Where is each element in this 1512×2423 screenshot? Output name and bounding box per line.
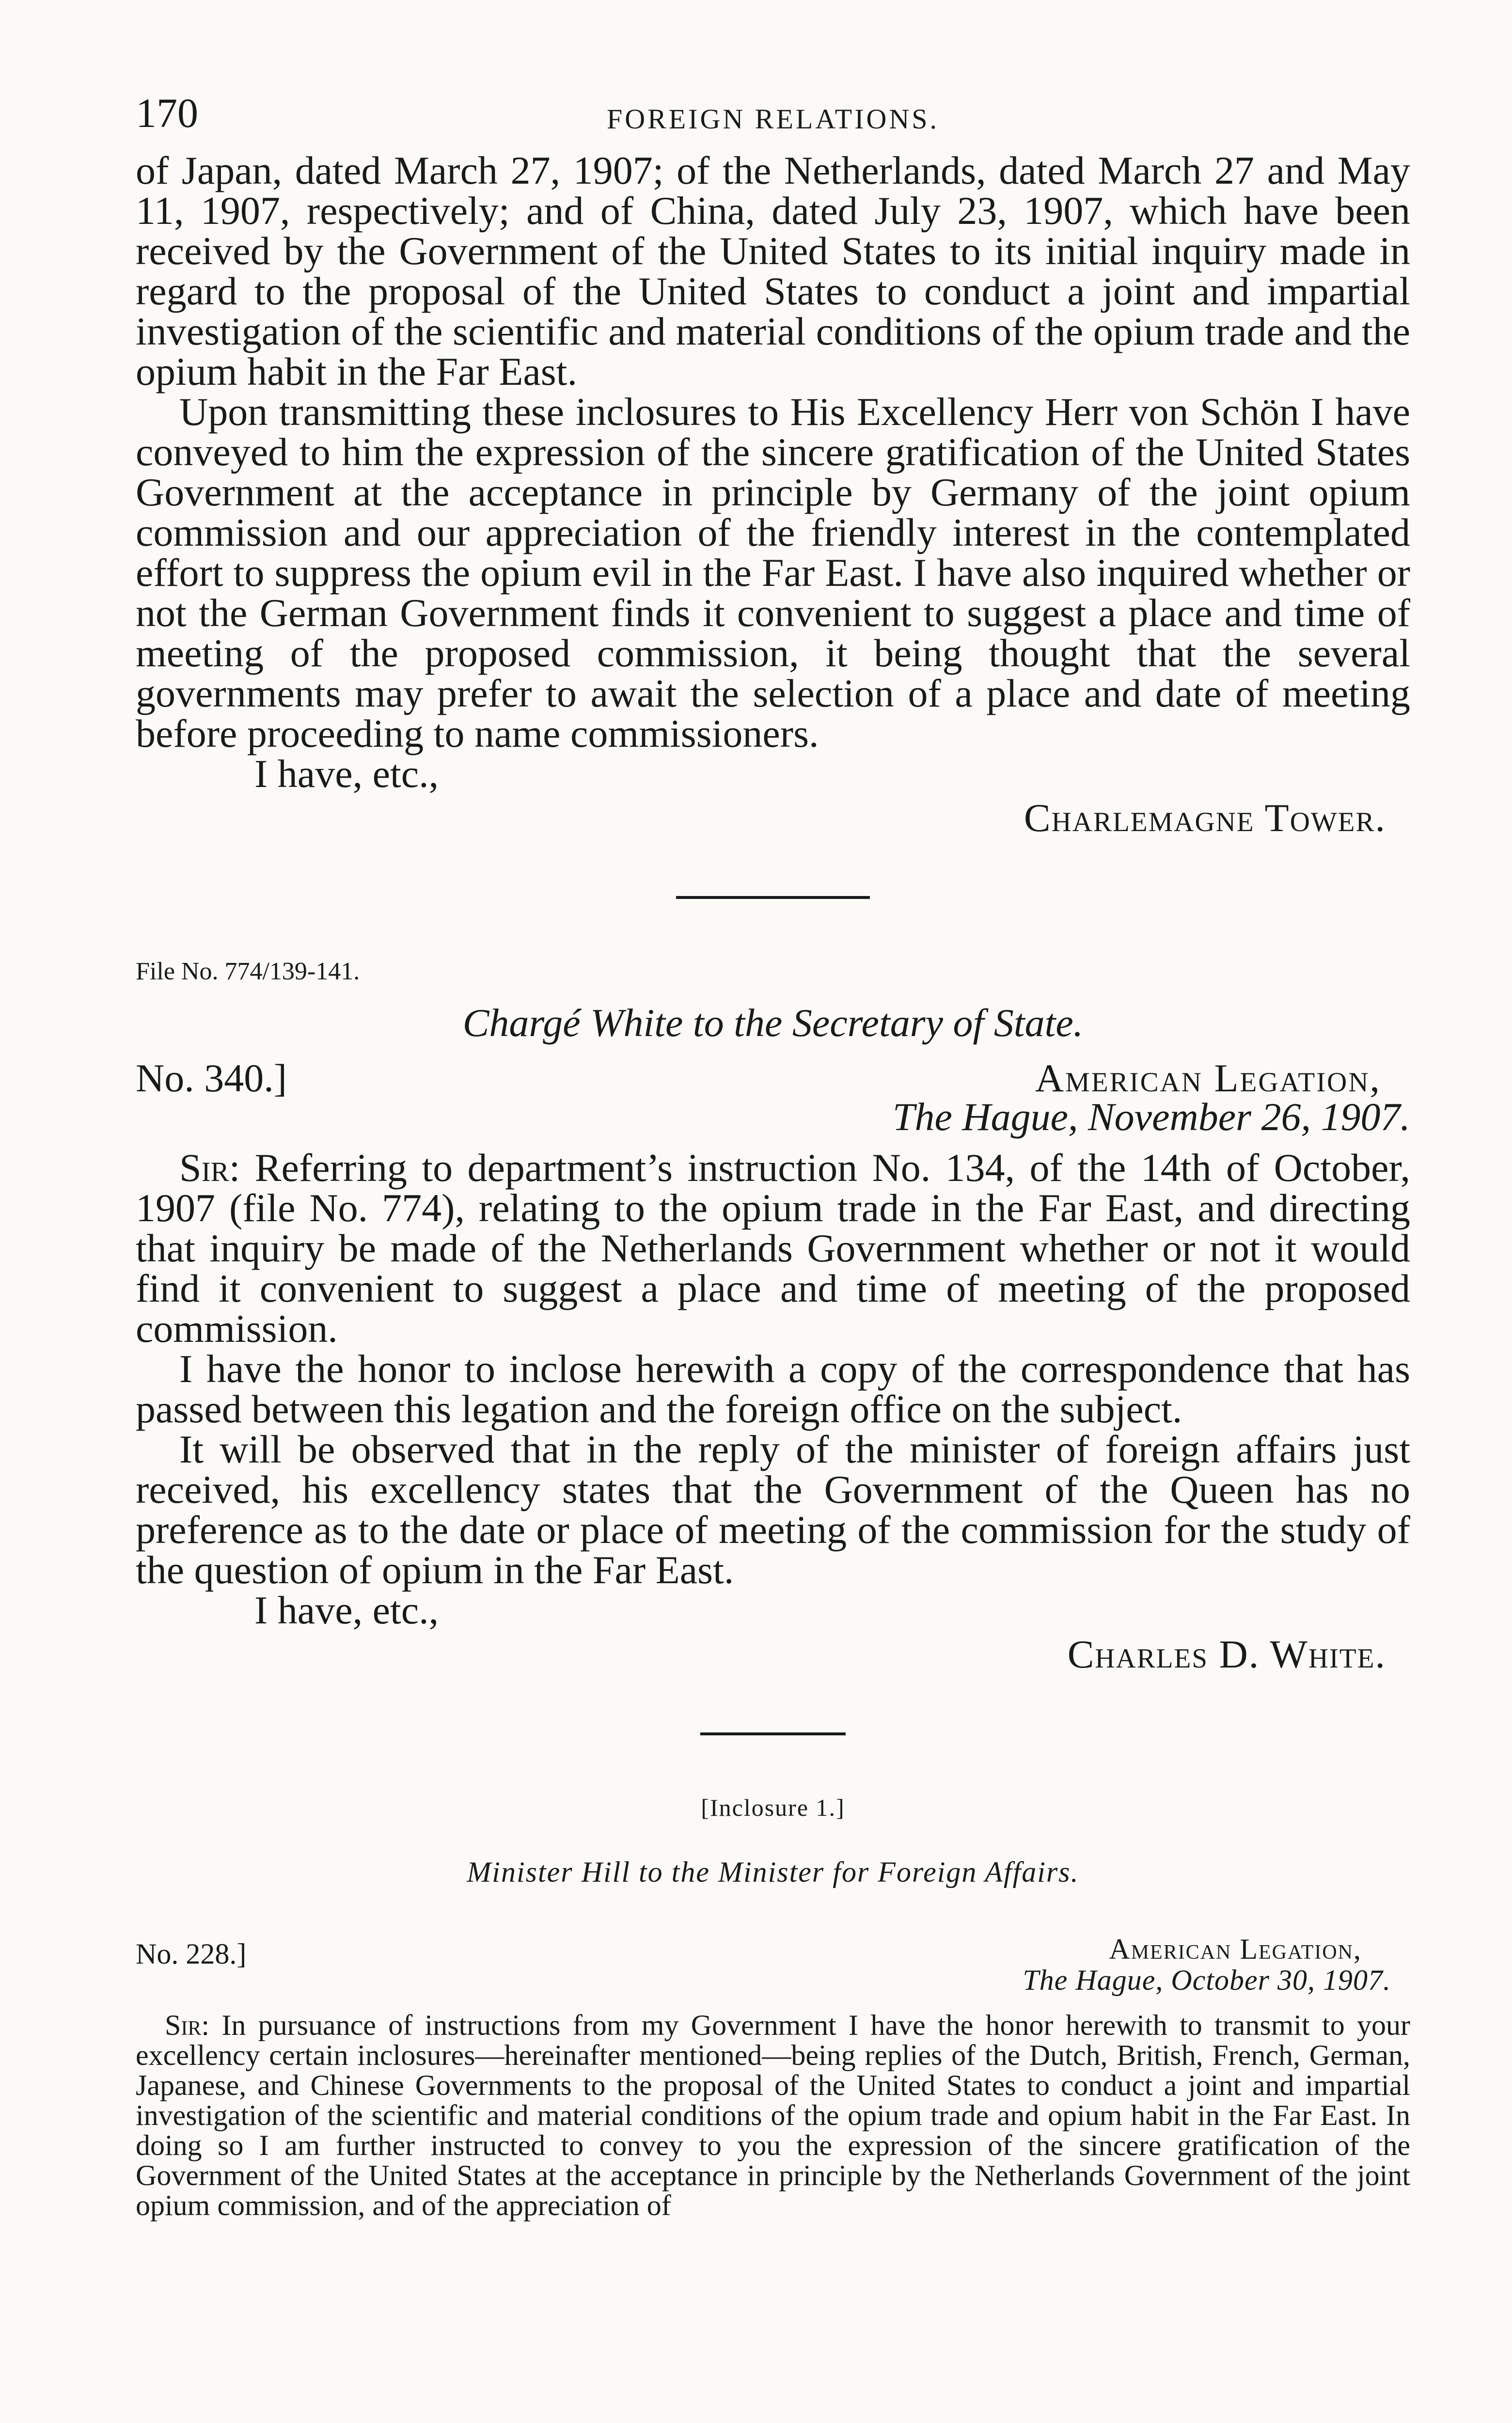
inclosure-title: Minister Hill to the Minister for Foreign Affairs. xyxy=(467,1856,1079,1888)
section-divider xyxy=(700,1732,846,1735)
closing: I have, etc., xyxy=(254,1588,439,1632)
paragraph: Referring to department’s instruction No. 134, of the 14th of October, 1907 (file No. 774), relating to the opium trade in the Far East, and directing that inquiry be made of the Netherlands Government whether or not it would find it convenient to suggest a place and time of meeting of the proposed commission. xyxy=(136,1146,1410,1351)
despatch-number: No. 340.] xyxy=(136,1056,287,1100)
page-header xyxy=(136,92,1410,145)
letter-white xyxy=(136,957,1410,1674)
legation: American Legation, xyxy=(1109,1933,1362,1965)
letter-heading xyxy=(136,1055,1410,1143)
inclosure xyxy=(136,1794,1410,2220)
paragraph: of Japan, dated March 27, 1907; of the Netherlands, dated March 27 and May 11, 1907, respectively; and of China, dated July 23, 1907, which have been received by the Government of the United States to its initial inquiry made in regard to the proposal of the United States to conduct a joint and impartial investigation of the scientific and material conditions of the opium trade and the opium habit in the Far East. xyxy=(136,148,1410,393)
file-number: File No. 774/139-141. xyxy=(136,958,360,985)
paragraph: Upon transmitting these inclosures to His Excellency Herr von Schön I have conveyed to him the expression of the sincere gratification of the United States Government at the acceptance in principle by Germany of the joint opium commission and our appreciation of the friendly interest in the contemplated effort to suppress the opium evil in the Far East. I have also inquired whether or not the German Government finds it convenient to suggest a place and time of meeting of the proposed commission, it being thought that the several governments may prefer to await the selection of a place and date of meeting before proceeding to name commissioners. xyxy=(136,390,1410,755)
legation: American Legation, xyxy=(1035,1056,1381,1100)
letter-title: Chargé White to the Secretary of State. xyxy=(462,1001,1084,1045)
salutation: Sir: xyxy=(165,2009,210,2041)
section-divider xyxy=(676,896,870,899)
place-date: The Hague, November 26, 1907. xyxy=(892,1095,1410,1139)
inclosure-heading xyxy=(136,1933,1410,2000)
paragraph: In pursuance of instructions from my Government I have the honor herewith to transmit to your excellency certain inclosures—hereinafter mentioned—being replies of the Dutch, British, French, German, Japanese, and Chinese Governments to the proposal of the United States to conduct a joint and impartial investigation of the scientific and material conditions of the opium trade and opium habit in the Far East. In doing so I am further instructed to convey to you the expression of the sincere gratification of the Government of the United States at the acceptance in principle by the Netherlands Government of the joint opium commission, and of the appreciation of xyxy=(136,2009,1410,2221)
signature: Charles D. White. xyxy=(1067,1632,1386,1676)
salutation: Sir: xyxy=(179,1146,240,1190)
page-number: 170 xyxy=(136,90,198,136)
paragraph: It will be observed that in the reply of the minister of foreign affairs just received, his excellency states that the Government of the Queen has no preference as to the date or place of meeting of the commission for the study of the question of opium in the Far East. xyxy=(136,1427,1410,1592)
running-title: FOREIGN RELATIONS. xyxy=(606,103,940,135)
inclosure-label: [Inclosure 1.] xyxy=(701,1794,845,1821)
letter-tower xyxy=(136,150,1410,838)
note-number: No. 228.] xyxy=(136,1938,247,1970)
closing: I have, etc., xyxy=(254,752,439,796)
place-date: The Hague, October 30, 1907. xyxy=(1023,1964,1391,1996)
inclosure-body xyxy=(136,2010,1410,2220)
letter-body xyxy=(136,1148,1410,1674)
signature: Charlemagne Tower. xyxy=(1024,796,1386,840)
paragraph: I have the honor to inclose herewith a copy of the correspondence that has passed between this legation and the foreign office on the subject. xyxy=(136,1347,1410,1431)
page-content xyxy=(136,92,1410,2220)
